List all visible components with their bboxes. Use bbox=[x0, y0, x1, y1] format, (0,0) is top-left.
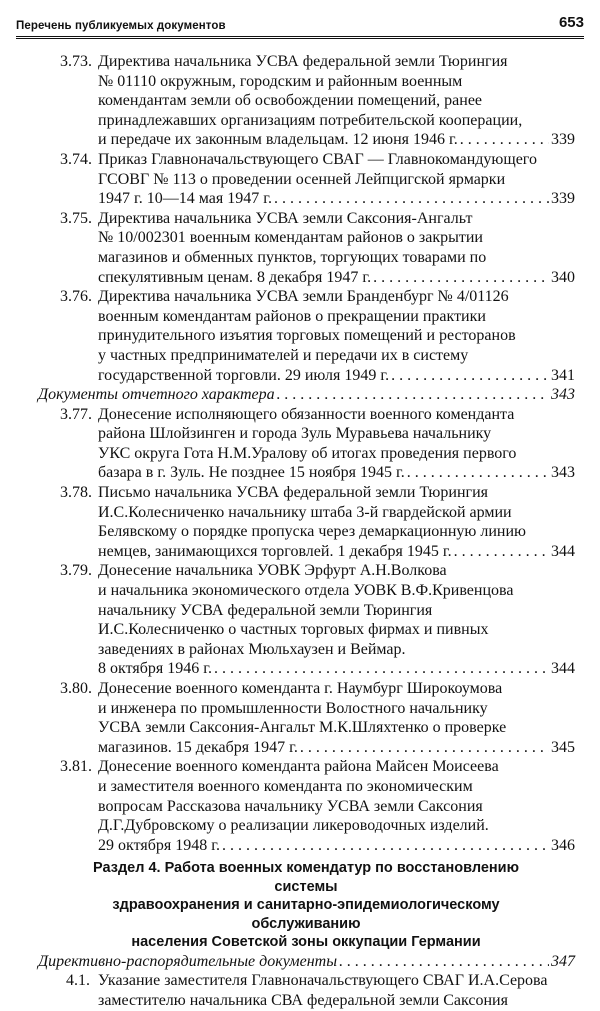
entry-last-line bbox=[98, 366, 575, 386]
entry-number: 4.1. bbox=[66, 972, 90, 990]
entry-line: базара в г. Зуль. Не позднее 15 ноября 1945 г. bbox=[98, 464, 405, 482]
toc-entry-3-75 bbox=[0, 209, 600, 287]
entry-line: магазинов. 15 декабря 1947 г. bbox=[98, 738, 298, 756]
entry-last-line bbox=[98, 463, 575, 483]
entry-number: 3.76. bbox=[60, 288, 92, 306]
entry-line: Директива начальника УСВА земли Саксония-Ангальт bbox=[98, 209, 473, 227]
entry-line: принадлежавших организациям потребительской кооперации, bbox=[98, 111, 523, 129]
dot-leader bbox=[454, 542, 549, 562]
entry-number: 3.75. bbox=[60, 209, 92, 227]
entry-number: 3.73. bbox=[60, 53, 92, 70]
entry-line: 8 октября 1946 г. bbox=[98, 660, 212, 678]
entry-line: принудительного изъятия торговых помещений и ресторанов bbox=[98, 327, 516, 345]
entry-line: и начальника экономического отдела УОВК В.Ф.Кривенцова bbox=[98, 582, 514, 600]
running-head bbox=[16, 14, 584, 34]
dot-leader bbox=[407, 463, 549, 483]
entry-line: и передаче их законным владельцам. 12 июня 1946 г. bbox=[98, 131, 458, 149]
entry-line: И.С.Колесниченко начальнику штаба 3-й гвардейской армии bbox=[98, 503, 512, 521]
entry-line: начальнику УСВА федеральной земли Тюрингия bbox=[98, 601, 433, 619]
dot-leader bbox=[391, 366, 549, 386]
entry-number: 3.80. bbox=[60, 680, 92, 697]
entry-line: и инженера по промышленности Волостного начальнику bbox=[98, 699, 488, 717]
entry-line: № 01110 окружным, городским и районным военным bbox=[98, 72, 463, 90]
entry-number: 3.79. bbox=[60, 562, 92, 580]
entry-last-line bbox=[98, 189, 575, 209]
entry-page: 339 bbox=[551, 131, 575, 149]
dot-leader bbox=[277, 385, 549, 405]
table-of-contents bbox=[0, 52, 600, 1011]
entry-line: спекулятивным ценам. 8 декабря 1947 г. bbox=[98, 268, 372, 286]
dot-leader bbox=[274, 189, 549, 209]
entry-line: Приказ Главноначальствующего СВАГ — Главнокомандующего bbox=[98, 150, 537, 168]
entry-line: ГСОВГ № 113 о проведении осенней Лейпцигской ярмарки bbox=[98, 170, 506, 188]
header-rule bbox=[16, 36, 584, 39]
dot-leader bbox=[339, 952, 549, 972]
toc-entry-3-76 bbox=[0, 287, 600, 385]
dot-leader bbox=[214, 659, 549, 679]
entry-line: № 10/002301 военным комендантам районов о закрытии bbox=[98, 229, 483, 247]
toc-entry-3-77 bbox=[0, 405, 600, 483]
entry-line: Письмо начальника УСВА федеральной земли Тюрингия bbox=[98, 484, 488, 502]
toc-entry-3-79 bbox=[0, 561, 600, 679]
group-heading-reports bbox=[38, 385, 575, 405]
entry-line: Донесение военного коменданта района Майсен Моисеева bbox=[98, 758, 499, 776]
toc-entry-3-81 bbox=[0, 757, 600, 855]
entry-number: 3.77. bbox=[60, 405, 92, 423]
entry-line: Белявскому о порядке пропуска через демаркационную линию bbox=[98, 523, 526, 541]
section-heading-line: Раздел 4. Работа военных комендатур по восстановлению системы bbox=[93, 860, 519, 895]
entry-line: заместителю начальника СВА федеральной земли Саксония bbox=[98, 992, 508, 1010]
entry-page: 345 bbox=[551, 738, 575, 756]
entry-line: у частных предпринимателей и передачи их в систему bbox=[98, 346, 469, 364]
section-heading bbox=[66, 859, 546, 952]
entry-line: магазинов и обменных пунктов, торгующих товарами по bbox=[98, 248, 487, 266]
entry-line: военным комендантам районов о прекращении практики bbox=[98, 307, 486, 325]
entry-line: немцев, занимающихся торговлей. 1 декабря 1945 г. bbox=[98, 542, 452, 560]
dot-leader bbox=[300, 738, 549, 758]
dot-leader bbox=[222, 836, 549, 856]
group-heading-directives bbox=[38, 952, 575, 972]
section-heading-line: здравоохранения и санитарно-эпидемиологическому обслуживанию bbox=[112, 897, 500, 932]
page-number: 653 bbox=[558, 14, 584, 31]
entry-number: 3.74. bbox=[60, 150, 92, 168]
toc-entry-3-78 bbox=[0, 483, 600, 561]
group-label: Документы отчетного характера bbox=[38, 386, 275, 404]
entry-line: УСВА земли Саксония-Ангальт М.К.Шляхтенко о проверке bbox=[98, 719, 507, 737]
toc-entry-4-1 bbox=[0, 971, 600, 1010]
entry-line: заведениях в районах Мюльхаузен и Веймар. bbox=[98, 640, 406, 658]
entry-line: Донесение военного коменданта г. Наумбург Широкоумова bbox=[98, 680, 503, 697]
entry-line: государственной торговли. 29 июля 1949 г. bbox=[98, 366, 390, 384]
entry-page: 344 bbox=[551, 660, 575, 678]
entry-line: Директива начальника УСВА федеральной земли Тюрингия bbox=[98, 53, 508, 70]
group-page: 347 bbox=[551, 952, 575, 970]
entry-line: вопросам Рассказова начальнику УСВА земли Саксония bbox=[98, 797, 483, 815]
entry-last-line bbox=[98, 130, 575, 150]
entry-page: 339 bbox=[551, 190, 575, 208]
group-page: 343 bbox=[551, 386, 575, 404]
entry-line: Донесение исполняющего обязанности военного коменданта bbox=[98, 405, 515, 423]
running-head-title: Перечень публикуемых документов bbox=[16, 20, 226, 32]
entry-number: 3.78. bbox=[60, 484, 92, 502]
toc-entry-3-80 bbox=[0, 679, 600, 757]
entry-last-line bbox=[98, 542, 575, 562]
entry-page: 343 bbox=[551, 464, 575, 482]
entry-line: Указание заместителя Главноначальствующего СВАГ И.А.Серова bbox=[98, 972, 548, 990]
entry-line: Донесение начальника УОВК Эрфурт А.Н.Волкова bbox=[98, 562, 447, 580]
entry-last-line bbox=[98, 268, 575, 288]
entry-last-line bbox=[98, 738, 575, 758]
entry-page: 340 bbox=[551, 268, 575, 286]
entry-line: Директива начальника УСВА земли Бранденбург № 4/01126 bbox=[98, 288, 509, 306]
entry-last-line bbox=[98, 836, 575, 856]
section-heading-line: населения Советской зоны оккупации Германии bbox=[131, 934, 481, 951]
group-label: Директивно-распорядительные документы bbox=[38, 952, 338, 970]
entry-line: И.С.Колесниченко о частных торговых фирмах и пивных bbox=[98, 621, 489, 639]
entry-number: 3.81. bbox=[60, 758, 92, 776]
entry-line: комендантам земли об освобождении помещений, ранее bbox=[98, 92, 483, 110]
toc-entry-3-73 bbox=[0, 52, 600, 150]
entry-line: УКС округа Гота Н.М.Уралову об итогах проведения первого bbox=[98, 444, 517, 462]
entry-page: 346 bbox=[551, 836, 575, 854]
entry-page: 341 bbox=[551, 366, 575, 384]
dot-leader bbox=[460, 130, 549, 150]
entry-line: Д.Г.Дубровскому о реализации ликероводочных изделий. bbox=[98, 817, 489, 835]
toc-entry-3-74 bbox=[0, 150, 600, 209]
entry-page: 344 bbox=[551, 542, 575, 560]
entry-line: 29 октября 1948 г. bbox=[98, 836, 220, 854]
entry-line: района Шлойзинген и города Зуль Муравьева начальнику bbox=[98, 425, 492, 443]
dot-leader bbox=[373, 268, 549, 288]
entry-line: и заместителя военного коменданта по экономическим bbox=[98, 777, 473, 795]
entry-line: 1947 г. 10—14 мая 1947 г. bbox=[98, 190, 272, 208]
entry-last-line bbox=[98, 659, 575, 679]
